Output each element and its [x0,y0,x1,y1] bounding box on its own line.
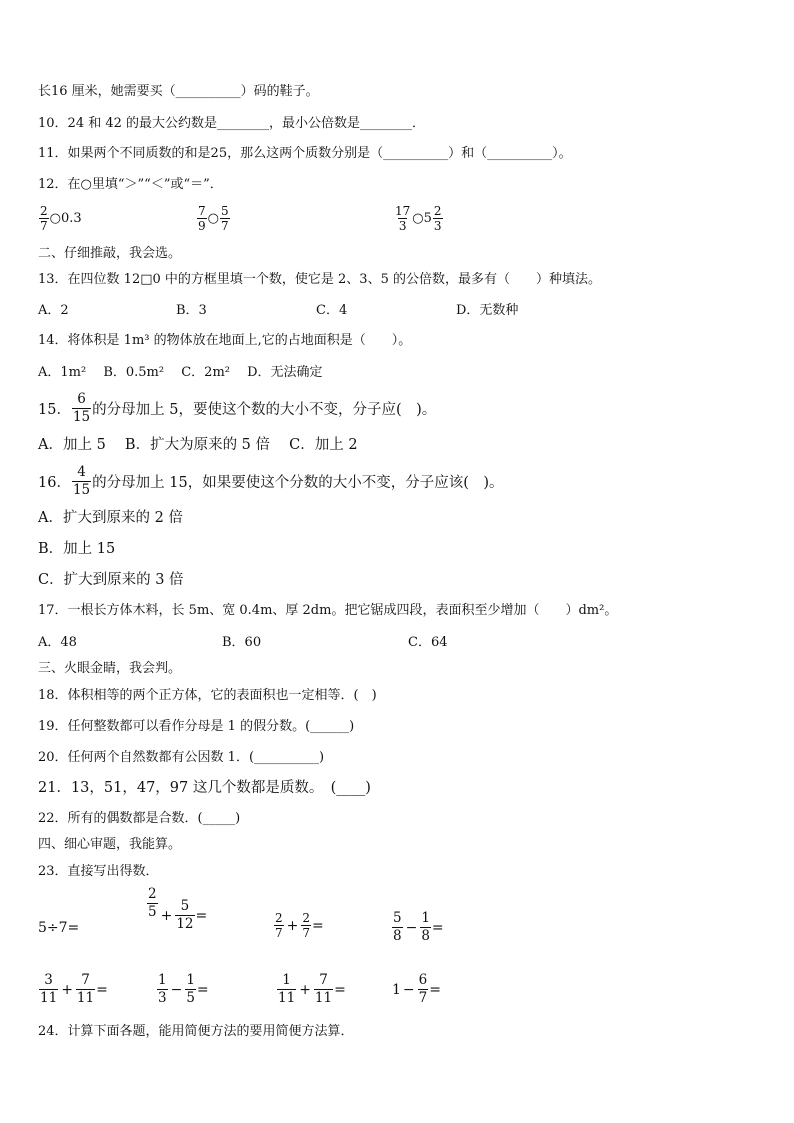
numerator: 6 [77,391,86,407]
question-13: 13．在四位数 12□0 中的方框里填一个数，使它是 2、3、5 的公倍数，最多有（ ）种填法。 [38,272,601,287]
section-4-heading: 四、细心审题，我能算。 [38,837,182,852]
calc-6 [156,972,209,1007]
calc-4 [391,910,444,945]
q14-options: A．1m² B．0.5m² C．2m² D．无法确定 [38,365,323,380]
question-23: 23．直接写出得数． [38,864,159,879]
operator: − [402,981,415,998]
numerator: 6 [418,972,428,988]
numerator: 2 [433,204,442,218]
denominator: 11 [314,990,333,1006]
question-10: 10．24 和 42 的最大公约数是________，最小公倍数是________． [38,116,426,131]
equals: = [196,981,209,998]
compare-circle: ○5 [412,211,432,226]
denominator: 15 [72,482,91,498]
operator: + [61,981,73,998]
denominator: 7 [40,219,48,233]
denominator: 11 [278,990,296,1006]
q16-option-c: C．扩大到原来的 3 倍 [38,572,184,588]
numerator: 1 [282,972,291,988]
equals: = [195,907,208,924]
q16-option-b: B．加上 15 [38,541,116,557]
denominator: 8 [393,928,402,944]
equals: = [429,981,441,998]
q13-option-d: D．无数种 [456,303,519,318]
denominator: 3 [158,990,167,1006]
q15-text: 的分母加上 5，要使这个数的大小不变，分子应( )。 [92,402,437,418]
numerator: 2 [40,204,48,218]
denominator: 12 [176,916,194,932]
equals: = [312,917,324,934]
numerator: 3 [44,972,53,988]
equals: = [431,919,444,936]
numerator: 5 [180,898,190,914]
numerator: 7 [198,204,206,218]
q13-option-c: C．4 [316,303,348,318]
numerator: 2 [302,911,311,925]
calc-3 [273,911,324,940]
compare-text: ○0.3 [49,211,82,226]
numerator: 5 [220,204,229,218]
calc-5 [38,972,108,1007]
numerator: 1 [158,972,167,988]
section-2-heading: 二、仔细推敲，我会选。 [38,246,182,261]
q13-option-b: B．3 [176,303,207,318]
numerator: 1 [421,910,430,926]
q13-option-a: A．2 [38,303,69,318]
denominator: 9 [198,219,206,233]
question-22: 22．所有的偶数都是合数．(_____) [38,811,241,826]
denominator: 7 [418,990,428,1006]
q17-option-a: A．48 [38,635,77,650]
question-17: 17．一根长方体木料，长 5m、宽 0.4m、厚 2dm。把它锯成四段，表面积至少增加（ ）dm²。 [38,603,618,618]
expression: 5÷7= [38,920,80,936]
numerator: 7 [81,972,90,988]
q15-options: A．加上 5 B．扩大为原来的 5 倍 C．加上 2 [38,437,358,453]
denominator: 3 [433,219,442,233]
q15-number: 15． [38,402,71,418]
operator: + [286,917,299,934]
question-16 [38,464,504,499]
q16-number: 16． [38,475,71,491]
question-11: 11．如果两个不同质数的和是25，那么这两个质数分别是（__________）和（__________）。 [38,146,572,161]
denominator: 3 [398,219,407,233]
q17-option-c: C．64 [408,635,448,650]
operator: − [405,919,418,936]
question-12: 12．在○里填“＞”“＜”或“＝”． [38,177,223,192]
numerator: 5 [393,910,402,926]
denominator: 7 [220,219,229,233]
numerator: 2 [275,911,283,925]
q12-item-b [196,204,231,233]
equals: = [334,981,346,998]
operator: + [160,907,173,924]
calc-1 [38,920,79,936]
integer: 1 [392,981,401,998]
question-18: 18．体积相等的两个正方体，它的表面积也一定相等．( ) [38,688,377,703]
denominator: 8 [421,928,430,944]
numerator: 4 [77,464,86,480]
equals: = [96,981,108,998]
operator: + [299,981,311,998]
q9-continuation: 长16 厘米，她需要买（__________）码的鞋子。 [38,84,319,99]
q12-item-a [38,204,82,233]
numerator: 17 [395,204,411,218]
denominator: 5 [148,904,157,920]
numerator: 2 [148,886,157,902]
numerator: 1 [186,972,195,988]
q17-option-b: B．60 [222,635,262,650]
q12-item-c [393,204,444,233]
question-15 [38,391,436,426]
calc-7 [276,972,346,1007]
numerator: 7 [319,972,328,988]
denominator: 15 [72,409,91,425]
operator: − [170,981,183,998]
denominator: 7 [302,926,311,940]
denominator: 7 [275,926,283,940]
q16-text: 的分母加上 15，如果要使这个分数的大小不变，分子应该( )。 [92,475,504,491]
question-24: 24．计算下面各题，能用简便方法的要用简便方法算． [38,1024,354,1039]
question-19: 19．任何整数都可以看作分母是 1 的假分数。(______) [38,719,355,734]
calc-2 [146,886,208,933]
compare-circle: ○ [207,211,219,226]
section-3-heading: 三、火眼金睛，我会判。 [38,661,182,676]
question-20: 20．任何两个自然数都有公因数 1．(__________) [38,750,325,765]
denominator: 11 [76,990,95,1006]
calc-8 [392,972,441,1007]
question-14: 14．将体积是 1m³ 的物体放在地面上,它的占地面积是（ ）。 [38,333,412,348]
q16-option-a: A．扩大到原来的 2 倍 [38,510,183,526]
denominator: 11 [40,990,58,1006]
question-21: 21．13，51，47，97 这几个数都是质数。 (____) [38,780,371,796]
denominator: 5 [186,990,195,1006]
